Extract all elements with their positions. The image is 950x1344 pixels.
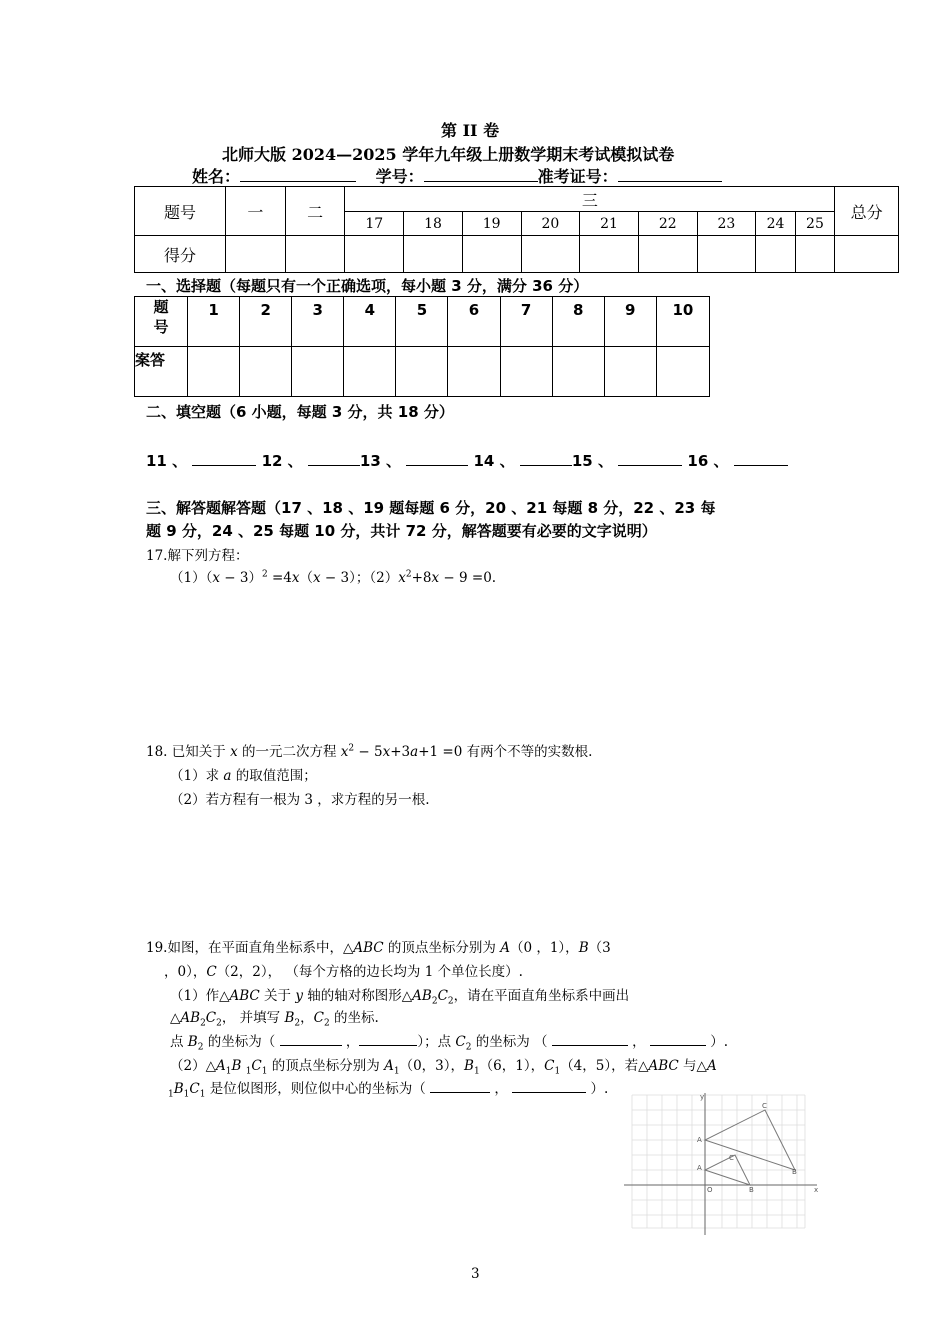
score-q-number: 21 xyxy=(580,212,639,236)
score-table xyxy=(134,186,899,273)
id-blank[interactable] xyxy=(424,167,538,182)
score-cell[interactable] xyxy=(521,236,580,273)
exam-title: 北师大版 2024—2025 学年九年级上册数学期末考试模拟试卷 xyxy=(222,145,675,164)
answer-cell[interactable] xyxy=(396,347,448,397)
score-cell[interactable] xyxy=(462,236,521,273)
answer-q-number: 2 xyxy=(240,297,292,347)
score-q-number: 23 xyxy=(697,212,756,236)
answer-table xyxy=(134,296,710,397)
answer-q-number: 7 xyxy=(500,297,552,347)
answer-q-number: 3 xyxy=(292,297,344,347)
score-cell[interactable] xyxy=(580,236,639,273)
label-a1: A xyxy=(697,1136,702,1144)
answer-q-number: 6 xyxy=(448,297,500,347)
label-c: C xyxy=(729,1154,734,1162)
q18-part1: （1）求 a 的取值范围； xyxy=(170,768,317,784)
axes xyxy=(624,1093,817,1235)
score-q-number: 17 xyxy=(345,212,404,236)
blank-13[interactable] xyxy=(406,451,468,466)
answer-row-label: 案答 xyxy=(135,347,188,397)
score-q-number: 24 xyxy=(756,212,795,236)
q19-line4: $\triangle AB_2C_2$， 并填写 $B_2$，$C_2$ 的坐标. xyxy=(170,1010,379,1029)
answer-q-number: 10 xyxy=(656,297,709,347)
answer-cell[interactable] xyxy=(344,347,396,397)
score-q-number: 22 xyxy=(638,212,697,236)
score-cell[interactable] xyxy=(756,236,795,273)
grid xyxy=(632,1095,805,1228)
answer-cell[interactable] xyxy=(188,347,240,397)
answer-q-number: 9 xyxy=(604,297,656,347)
volume-label: 第 II 卷 xyxy=(441,121,500,140)
blank-center-y[interactable] xyxy=(512,1078,586,1093)
answer-cell[interactable] xyxy=(292,347,344,397)
answer-cell[interactable] xyxy=(552,347,604,397)
section1-heading: 一、选择题（每题只有一个正确选项，每小题 3 分，满分 36 分） xyxy=(146,277,589,295)
score-cell[interactable] xyxy=(404,236,463,273)
q19-line1: 19.如图，在平面直角坐标系中，△ABC 的顶点坐标分别为 A（0 ，1），B（3 xyxy=(146,940,611,956)
blank-14[interactable] xyxy=(520,451,572,466)
answer-q-number: 5 xyxy=(396,297,448,347)
name-label: 姓名： xyxy=(192,167,241,186)
answer-cell[interactable] xyxy=(500,347,552,397)
score-total: 总分 xyxy=(835,187,899,236)
answer-q-number: 1 xyxy=(188,297,240,347)
answer-col-label: 题 号 xyxy=(135,297,188,347)
score-row-label: 题号 xyxy=(135,187,226,236)
score-cell[interactable] xyxy=(226,236,286,273)
score-q-number: 19 xyxy=(462,212,521,236)
q18-stem: 18. 已知关于 x 的一元二次方程 $x^2 - 5x+3a+1 =0$ 有两个不等的实数根. xyxy=(146,743,593,760)
exam-no-blank[interactable] xyxy=(618,167,722,182)
q19-line6: $(2)\triangle A_1B$ $_1C_1$ 的顶点坐标分别为 $A_1(0$，3），$B_1(6$，1），$C_1(4$，5），若△ABC 与△A xyxy=(170,1058,717,1077)
answer-q-number: 8 xyxy=(552,297,604,347)
score-cell[interactable] xyxy=(835,236,899,273)
blank-b2-y[interactable] xyxy=(359,1031,417,1046)
name-blank[interactable] xyxy=(240,167,356,182)
q19-line3: （1）作△ABC 关于 y 轴的轴对称图形$\triangle AB_2C_2$，请在平面直角坐标系中画出 xyxy=(170,988,630,1007)
score-row-label: 得分 xyxy=(135,236,226,273)
coordinate-figure xyxy=(622,1090,822,1235)
page-number: 3 xyxy=(471,1266,480,1282)
score-sec1: 一 xyxy=(226,187,286,236)
blank-11[interactable] xyxy=(192,451,256,466)
label-c1: C xyxy=(762,1102,767,1110)
blank-15[interactable] xyxy=(618,451,682,466)
q18-part2: （2）若方程有一根为 3 ，求方程的另一根. xyxy=(170,792,430,808)
blank-b2-x[interactable] xyxy=(280,1031,342,1046)
fill-blank-line: 11 、 12 、 13 、 14 、 15 、 16 、 xyxy=(146,450,788,471)
label-b1: B xyxy=(792,1168,797,1176)
id-label: 学号： xyxy=(375,167,424,186)
score-q-number: 25 xyxy=(795,212,834,236)
section3-heading-2: 题 9 分，24 、25 每题 10 分，共计 72 分，解答题要有必要的文字说明） xyxy=(146,522,657,540)
exam-no-label: 准考证号： xyxy=(537,167,618,186)
score-cell[interactable] xyxy=(345,236,404,273)
q17-stem: 17.解下列方程： xyxy=(146,548,249,564)
answer-cell[interactable] xyxy=(656,347,709,397)
answer-q-number: 4 xyxy=(344,297,396,347)
q17-equations: $(1)(x - 3)^2 =4x(x - 3)$；$(2)x^2+8x - 9 =0$. xyxy=(170,569,497,586)
answer-cell[interactable] xyxy=(240,347,292,397)
answer-cell[interactable] xyxy=(448,347,500,397)
label-x-axis: x xyxy=(814,1186,819,1194)
q19-line5: 点 $B_2$ 的坐标为（ ， ）；点 $C_2$ 的坐标为 （ ， ）. xyxy=(170,1030,728,1053)
q19-line2: ，0），C（2，2）， （每个方格的边长均为 1 个单位长度）. xyxy=(164,964,523,980)
section3-heading-1: 三、解答题解答题（17 、18 、19 题每题 6 分，20 、21 每题 8 分，22 、23 每 xyxy=(146,499,716,517)
blank-center-x[interactable] xyxy=(430,1078,490,1093)
student-info-line xyxy=(192,164,722,187)
score-sec2: 二 xyxy=(285,187,345,236)
label-origin: O xyxy=(707,1186,713,1194)
blank-12[interactable] xyxy=(308,451,360,466)
answer-cell[interactable] xyxy=(604,347,656,397)
score-sec3: 三 xyxy=(345,187,835,212)
score-cell[interactable] xyxy=(795,236,834,273)
score-q-number: 18 xyxy=(404,212,463,236)
score-cell[interactable] xyxy=(285,236,345,273)
section2-heading: 二、填空题（6 小题，每题 3 分，共 18 分） xyxy=(146,403,454,421)
label-y-axis: y xyxy=(700,1093,705,1101)
blank-c2-x[interactable] xyxy=(552,1031,628,1046)
q19-line7: $_1B_1C_1$ 是位似图形，则位似中心的坐标为（ ， ）. xyxy=(168,1077,608,1100)
score-q-number: 20 xyxy=(521,212,580,236)
label-a: A xyxy=(697,1164,702,1172)
score-cell[interactable] xyxy=(638,236,697,273)
score-cell[interactable] xyxy=(697,236,756,273)
blank-c2-y[interactable] xyxy=(650,1031,706,1046)
label-b: B xyxy=(749,1186,754,1194)
blank-16[interactable] xyxy=(734,451,788,466)
